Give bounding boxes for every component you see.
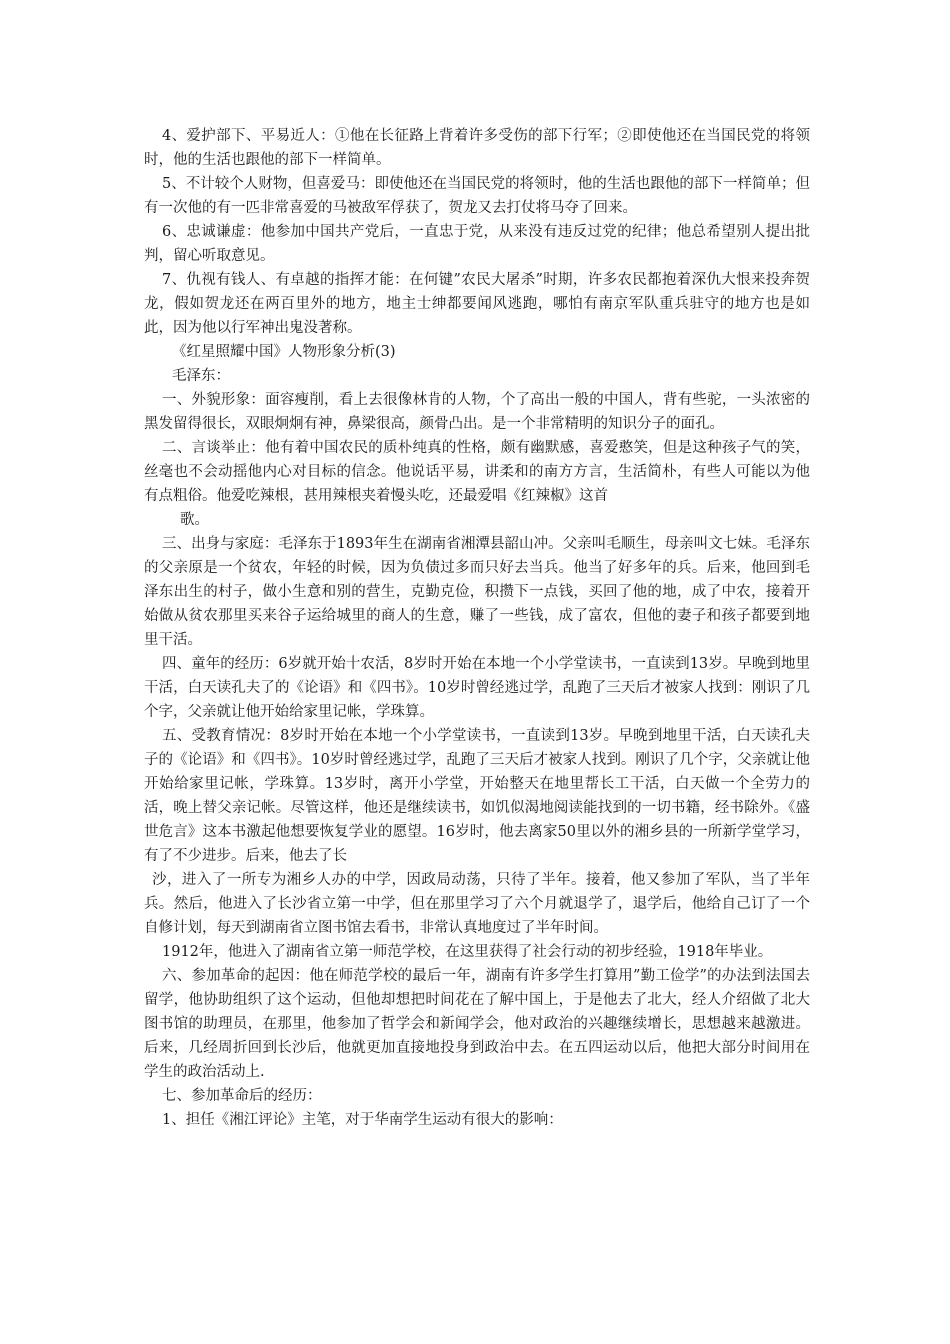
paragraph-revolution-after-heading: 七、参加革命后的经历： xyxy=(162,1088,322,1104)
paragraph-1912: 1912年，他进入了湖南省立第一师范学校，在这里获得了社会行动的初步经验，1918年毕业。 xyxy=(162,944,773,960)
paragraph-xiangjiang-review: 1、担任《湘江评论》主笔，对于华南学生运动有很大的影响： xyxy=(162,1112,563,1128)
document-body xyxy=(144,124,810,1132)
paragraph-hegong-5: 5、不计较个人财物，但喜爱马：即使他还在当国民党的将领时，他的生活也跟他的部下一样简单；但有一次他的有一匹非常喜爱的马被敌军俘获了，贺龙又去打仗将马夺了回来。 xyxy=(144,176,810,216)
paragraph-education: 五、受教育情况：8岁时开始在本地一个小学堂读书，一直读到13岁。早晚到地里干活，白天读孔夫子的《论语》和《四书》。10岁时曾经逃过学，乱跑了三天后才被家人找到。刚识了几个字，父亲就让他开始给家里记帐，学珠算。13岁时，离开小学堂，开始整天在地里帮长工干活，白天做一个全劳力的活，晚上替父亲记帐。尽管这样，他还是继续读书，如饥似渴地阅读能找到的一切书籍，经书除外。《盛世危言》这本书激起他想要恢复学业的愿望。16岁时，他去离家50里以外的湘乡县的一所新学堂学习，有了不少进步。后来，他去了长 xyxy=(144,728,810,864)
paragraph-hegong-7: 7、仇视有钱人、有卓越的指挥才能：在何键”农民大屠杀”时期，许多农民都抱着深仇大恨来投奔贺龙，假如贺龙还在两百里外的地方，地主士绅都要闻风逃跑，哪怕有南京军队重兵驻守的地方也是如此，因为他以行军神出鬼没著称。 xyxy=(144,272,810,336)
person-name-heading: 毛泽东： xyxy=(172,368,230,384)
paragraph-appearance: 一、外貌形象：面容瘦削，看上去很像林肯的人物，个了高出一般的中国人，背有些驼，一头浓密的黑发留得很长，双眼炯炯有神，鼻梁很高，颜骨凸出。是一个非常精明的知识分子的面孔。 xyxy=(144,392,810,432)
paragraph-manner: 二、言谈举止：他有着中国农民的质朴纯真的性格，颇有幽默感，喜爱憨笑，但是这种孩子气的笑，丝毫也不会动摇他内心对目标的信念。他说话平易，讲柔和的南方方言，生活简朴，有些人可能以为他有点粗俗。他爱吃辣根，甚用辣根夹着慢头吃，还最爱唱《红辣椒》这首 xyxy=(144,440,810,504)
paragraph-revolution-origin: 六、参加革命的起因：他在师范学校的最后一年，湖南有许多学生打算用”勤工俭学”的办法到法国去留学，他协助组织了这个运动，但他却想把时间花在了解中国上，于是他去了北大，经人介绍做了北大图书馆的助理员，在那里，他参加了哲学会和新闻学会，他对政治的兴趣继续增长，思想越来越激进。后来，几经周折回到长沙后，他就更加直接地投身到政治中去。在五四运动以后，他把大部分时间用在学生的政治活动上. xyxy=(144,968,810,1080)
paragraph-hegong-6: 6、忠诚谦虚：他参加中国共产党后，一直忠于党，从来没有违反过党的纪律；他总希望别人提出批判，留心听取意见。 xyxy=(144,224,810,264)
paragraph-childhood: 四、童年的经历：6岁就开始十农活，8岁时开始在本地一个小学堂读书，一直读到13岁。早晚到地里干活，白天读孔夫了的《论语》和《四书》。10岁时曾经逃过学，乱跑了三天后才被家人找到：刚识了几个字，父亲就让他开始给家里记帐，学珠算。 xyxy=(144,656,810,720)
paragraph-education-continued: 沙，进入了一所专为湘乡人办的中学，因政局动荡，只待了半年。接着，他又参加了军队，当了半年兵。然后，他进入了长沙省立第一中学，但在那里学习了六个月就退学了，退学后，他给自己订了一个自修计划，每天到湖南省立图书馆去看书，非常认真地度过了半年时间。 xyxy=(144,872,810,936)
paragraph-family: 三、出身与家庭：毛泽东于1893年生在湖南省湘潭县韶山冲。父亲叫毛顺生，母亲叫文七妹。毛泽东的父亲原是一个贫农，年轻的时候，因为负债过多而只好去当兵。他当了好多年的兵。后来，他回到毛泽东出生的村子，做小生意和别的营生，克勤克俭，积攒下一点钱，买回了他的地，成了中农，接着开始做从贫农那里买来谷子运给城里的商人的生意，赚了一些钱，成了富农，但他的妻子和孩子都要到地里干活。 xyxy=(144,536,810,648)
paragraph-manner-continued: 歌。 xyxy=(180,512,209,528)
paragraph-hegong-4: 4、爱护部下、平易近人：①他在长征路上背着许多受伤的部下行军；②即使他还在当国民党的将领时，他的生活也跟他的部下一样简单。 xyxy=(144,128,810,168)
section-title: 《红星照耀中国》人物形象分析(3) xyxy=(172,344,396,360)
